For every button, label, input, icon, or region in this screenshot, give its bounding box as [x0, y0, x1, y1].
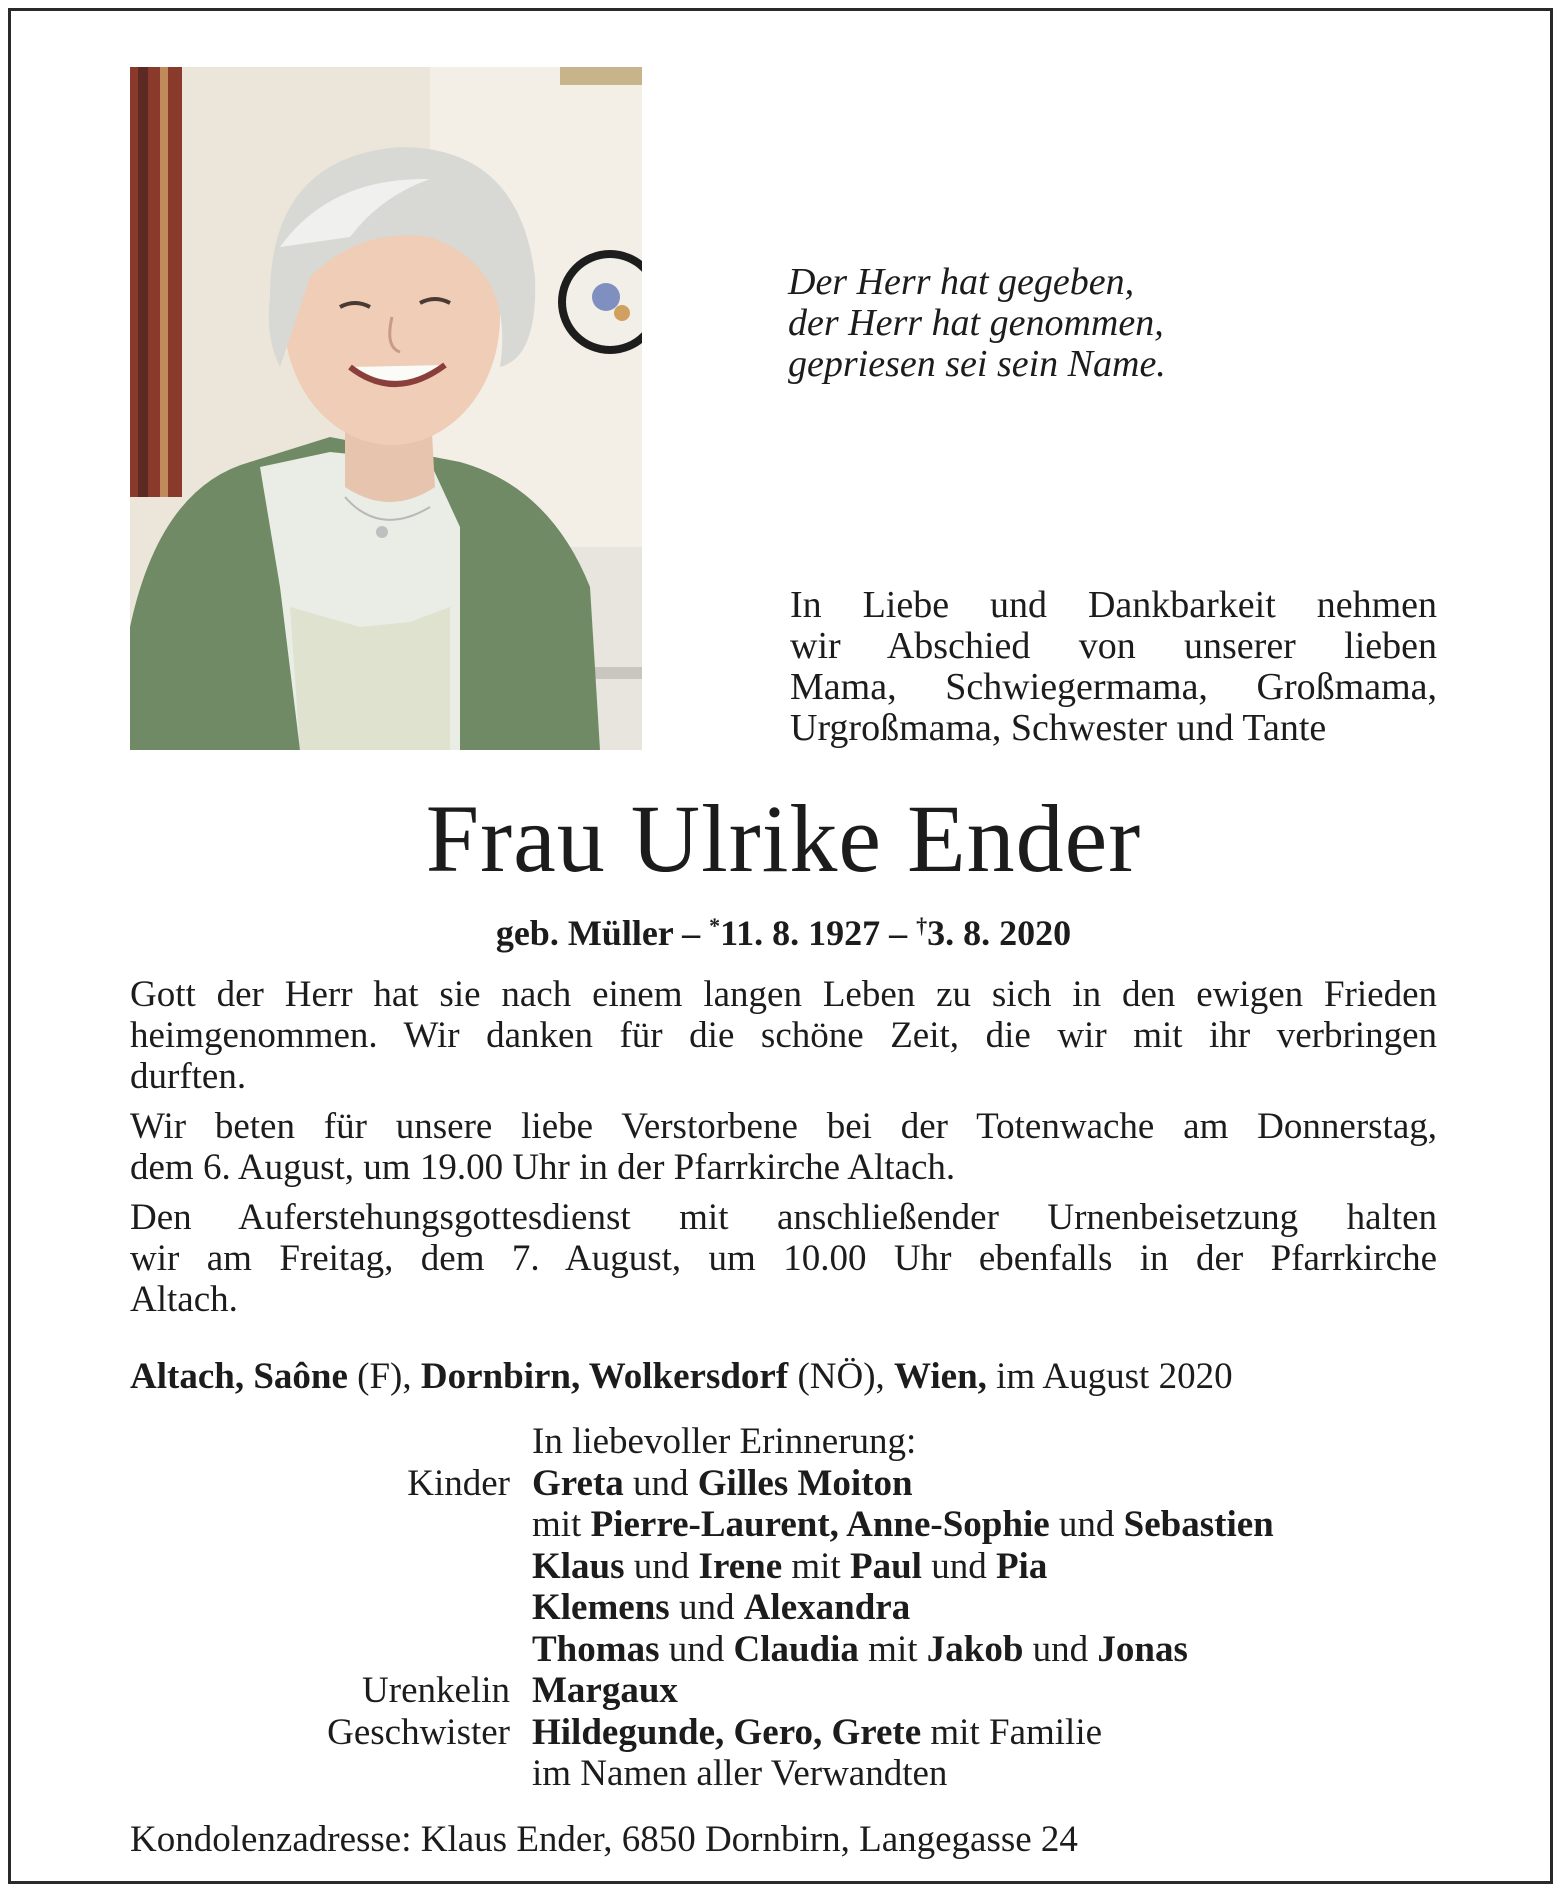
intro-line: wir Abschied von unserer lieben [790, 625, 1437, 667]
family-member: Thomas [532, 1628, 660, 1670]
body-line: heimgenommen. Wir danken für die schöne Zeit, die wir mit ihr verbringen [130, 1015, 1437, 1056]
family-member: Margaux [532, 1670, 678, 1711]
family-member: Irene [698, 1545, 783, 1587]
family-row [130, 1463, 1437, 1505]
family-member: Jakob [926, 1628, 1024, 1670]
family-row [130, 1504, 1437, 1546]
body-line: Wir beten für unsere liebe Verstorbene bei der Totenwache am Donnerstag, [130, 1106, 1437, 1147]
connector-text: mit [782, 1545, 850, 1587]
family-member: Pierre-Laurent, Anne-Sophie [590, 1504, 1050, 1545]
family-member: Greta [532, 1462, 624, 1504]
relation-label: Geschwister [327, 1711, 510, 1753]
connector-text: mit Familie [921, 1711, 1103, 1753]
connector-text: und [624, 1545, 699, 1587]
connector-text: und [623, 1462, 698, 1504]
family-row [130, 1629, 1437, 1671]
quote-line: Der Herr hat gegeben, [788, 261, 1135, 303]
connector-text: mit [858, 1628, 927, 1670]
connector-text: und [1023, 1628, 1098, 1670]
family-closing: im Namen aller Verwandten [532, 1753, 948, 1794]
portrait-illustration [130, 67, 642, 750]
life-dates: geb. Müller – *11. 8. 1927 – †3. 8. 2020 [495, 913, 1072, 953]
paragraph-passing [130, 974, 1437, 1097]
family-intro-row [130, 1421, 1437, 1463]
family-member: Jonas [1097, 1628, 1188, 1670]
family-member: Klaus [532, 1545, 625, 1587]
place-group: Dornbirn, Wolkersdorf [420, 1356, 789, 1397]
body-line: Den Auferstehungsgottesdienst mit anschließender Urnenbeisetzung halten [130, 1197, 1437, 1238]
death-symbol: † [916, 913, 928, 938]
birth-date: 11. 8. 1927 [720, 913, 881, 953]
intro-line: Mama, Schwiegermama, Großmama, [790, 666, 1437, 708]
place-note: (NÖ), [788, 1356, 895, 1397]
portrait-photo [130, 67, 642, 750]
intro-line: In Liebe und Dankbarkeit nehmen [790, 584, 1437, 626]
family-list [130, 1421, 1437, 1795]
family-row [130, 1587, 1437, 1629]
body-line: wir am Freitag, dem 7. August, um 10.00 Uhr ebenfalls in der Pfarrkirche [130, 1238, 1437, 1279]
intro-line: Urgroßmama, Schwester und Tante [790, 707, 1327, 749]
family-member: Gilles Moiton [697, 1462, 913, 1504]
family-member: Klemens [532, 1587, 670, 1628]
family-row [130, 1670, 1437, 1712]
paragraph-wake [130, 1106, 1437, 1188]
connector-text: und [1049, 1504, 1124, 1545]
farewell-intro [790, 585, 1437, 749]
family-row [130, 1712, 1437, 1754]
connector-text: und [669, 1587, 744, 1628]
body-line: dem 6. August, um 19.00 Uhr in der Pfarrkirche Altach. [130, 1147, 956, 1188]
places-and-date [130, 1355, 1437, 1399]
deceased-name: Frau Ulrike Ender [425, 785, 1142, 892]
body-line: Altach. [130, 1279, 238, 1320]
connector-text: und [921, 1545, 996, 1587]
relation-label: Kinder [407, 1462, 510, 1504]
connector-text: mit [532, 1504, 591, 1545]
birth-symbol: * [709, 913, 721, 938]
notice-month: im August 2020 [986, 1356, 1233, 1397]
place-note: (F), [347, 1356, 421, 1397]
birth-name: geb. Müller [495, 913, 674, 953]
relation-label: Urenkelin [362, 1670, 510, 1711]
place-group: Wien, [894, 1356, 987, 1397]
body-line: Gott der Herr hat sie nach einem langen Leben zu sich in den ewigen Frieden [130, 974, 1437, 1015]
paragraph-service [130, 1197, 1437, 1320]
quote-line: der Herr hat genommen, [788, 302, 1164, 344]
family-member: Pia [995, 1545, 1048, 1587]
notice-body [130, 974, 1437, 1329]
family-intro: In liebevoller Erinnerung: [532, 1421, 917, 1462]
family-member: Hildegunde, Gero, Grete [532, 1711, 922, 1753]
quote-line: gepriesen sei sein Name. [788, 343, 1166, 385]
body-line: durften. [130, 1056, 247, 1097]
family-member: Sebastien [1123, 1504, 1274, 1545]
family-member: Paul [849, 1545, 922, 1587]
connector-text: und [659, 1628, 734, 1670]
bible-quote [788, 262, 1408, 385]
family-closing-row [130, 1753, 1437, 1795]
family-row [130, 1546, 1437, 1588]
place-group: Altach, Saône [130, 1356, 348, 1397]
family-member: Claudia [733, 1628, 859, 1670]
death-date: 3. 8. 2020 [927, 913, 1072, 953]
family-member: Alexandra [743, 1587, 911, 1628]
condolence-address: Kondolenzadresse: Klaus Ender, 6850 Dornbirn, Langegasse 24 [130, 1819, 1078, 1860]
